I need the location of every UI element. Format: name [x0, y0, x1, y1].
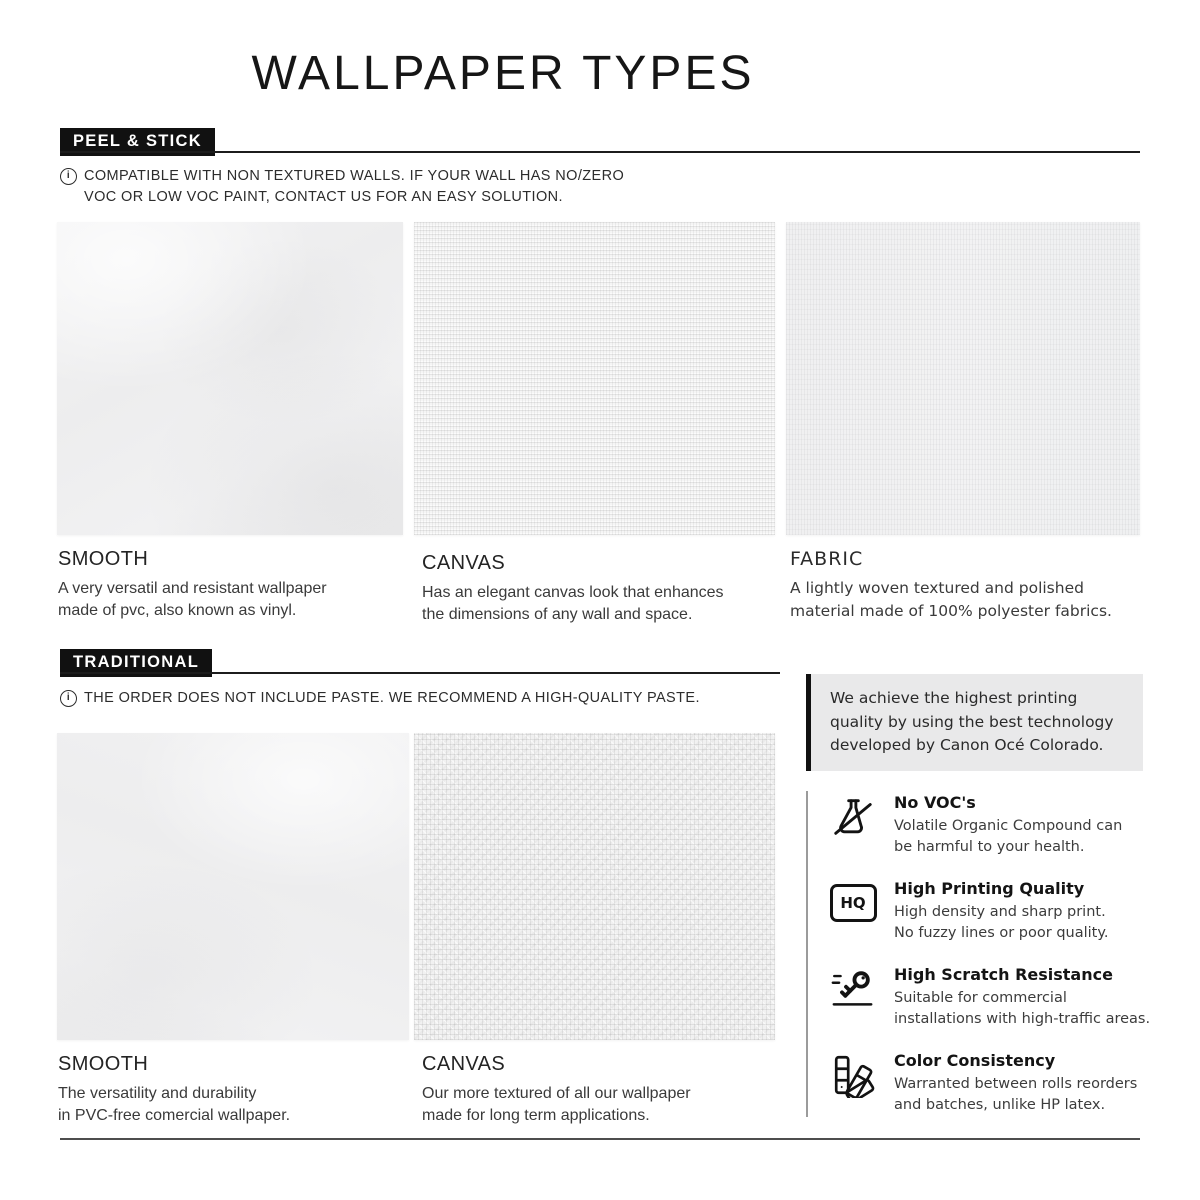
swatch-peel-canvas — [414, 222, 775, 535]
desc-line: Has an elegant canvas look that enhances — [422, 584, 724, 601]
page-title: WALLPAPER TYPES — [251, 47, 755, 100]
caption-peel-fabric — [790, 548, 1145, 623]
info-icon: i — [60, 168, 77, 185]
desc-line: Volatile Organic Compound can — [894, 818, 1123, 834]
caption-peel-smooth — [58, 548, 408, 622]
section-label-text: PEEL & STICK — [60, 128, 215, 156]
caption-traditional-smooth — [58, 1053, 408, 1127]
traditional-note — [60, 688, 780, 709]
feature-description — [894, 1074, 1137, 1115]
section-label-text: TRADITIONAL — [60, 649, 212, 677]
feature-description — [894, 988, 1150, 1029]
desc-line: the dimensions of any wall and space. — [422, 606, 693, 623]
desc-line: High density and sharp print. — [894, 904, 1106, 920]
feature-no-voc — [806, 793, 1151, 857]
desc-line: and batches, unlike HP latex. — [894, 1096, 1106, 1113]
quote-line: quality by using the best technology — [830, 712, 1114, 731]
desc-line: in PVC-free comercial wallpaper. — [58, 1107, 291, 1124]
desc-line: The versatility and durability — [58, 1085, 257, 1102]
swatch-description — [58, 1083, 408, 1127]
feature-title: High Scratch Resistance — [894, 965, 1113, 984]
caption-traditional-canvas — [422, 1053, 782, 1127]
peel-stick-note — [60, 166, 660, 208]
note-text — [84, 688, 700, 709]
quote-line: We achieve the highest printing — [830, 689, 1078, 707]
swatch-description — [58, 578, 408, 622]
desc-line: A very versatil and resistant wallpaper — [58, 580, 327, 597]
note-line: THE ORDER DOES NOT INCLUDE PASTE. WE RECOMMEND A HIGH-QUALITY PASTE. — [84, 690, 700, 706]
swatch-description — [422, 1083, 782, 1127]
feature-description — [894, 816, 1122, 857]
peel-stick-divider — [60, 151, 1140, 153]
swatch-title: CANVAS — [422, 1053, 506, 1075]
feature-text — [894, 879, 1108, 943]
caption-peel-canvas — [422, 552, 782, 626]
swatch-peel-smooth — [57, 222, 403, 535]
swatch-title: SMOOTH — [58, 548, 149, 570]
desc-line: made of pvc, also known as vinyl. — [58, 602, 297, 619]
desc-line: Warranted between rolls reorders — [894, 1076, 1138, 1092]
hq-badge-icon — [829, 879, 877, 927]
swatch-title: SMOOTH — [58, 1053, 149, 1075]
desc-line: No fuzzy lines or poor quality. — [894, 924, 1109, 941]
feature-title: High Printing Quality — [894, 879, 1085, 898]
swatch-traditional-smooth — [57, 733, 409, 1040]
note-line: COMPATIBLE WITH NON TEXTURED WALLS. IF YOUR WALL HAS NO/ZERO — [84, 168, 625, 184]
quote-line: developed by Canon Océ Colorado. — [830, 736, 1104, 754]
note-line: VOC OR LOW VOC PAINT, CONTACT US FOR AN EASY SOLUTION. — [84, 189, 563, 205]
swatch-traditional-canvas — [414, 733, 775, 1040]
desc-line: made for long term applications. — [422, 1107, 650, 1124]
traditional-divider — [60, 672, 780, 674]
swatch-description — [790, 577, 1145, 623]
no-voc-crossed-flask-icon — [829, 793, 877, 841]
feature-title: No VOC's — [894, 793, 976, 812]
feature-text — [894, 793, 1122, 857]
desc-line: installations with high-traffic areas. — [894, 1010, 1151, 1027]
swatch-title: FABRIC — [790, 548, 864, 570]
desc-line: A lightly woven textured and polished — [790, 579, 1084, 597]
feature-text — [894, 965, 1150, 1029]
key-scratch-icon — [829, 965, 877, 1013]
feature-text — [894, 1051, 1137, 1115]
feature-high-printing-quality — [806, 879, 1151, 943]
feature-high-scratch-resistance — [806, 965, 1151, 1029]
hq-badge-text: HQ — [830, 884, 877, 922]
color-swatches-fan-icon — [829, 1051, 877, 1099]
printing-quality-quote — [806, 674, 1143, 771]
desc-line: be harmful to your health. — [894, 838, 1085, 855]
feature-title: Color Consistency — [894, 1051, 1056, 1070]
desc-line: Our more textured of all our wallpaper — [422, 1085, 691, 1102]
bottom-divider — [60, 1138, 1140, 1140]
swatch-peel-fabric — [786, 222, 1140, 535]
desc-line: material made of 100% polyester fabrics. — [790, 602, 1112, 620]
desc-line: Suitable for commercial — [894, 990, 1067, 1006]
feature-description — [894, 902, 1108, 943]
swatch-title: CANVAS — [422, 552, 506, 574]
info-icon: i — [60, 690, 77, 707]
swatch-description — [422, 582, 782, 626]
note-text — [84, 166, 624, 208]
feature-color-consistency — [806, 1051, 1151, 1115]
